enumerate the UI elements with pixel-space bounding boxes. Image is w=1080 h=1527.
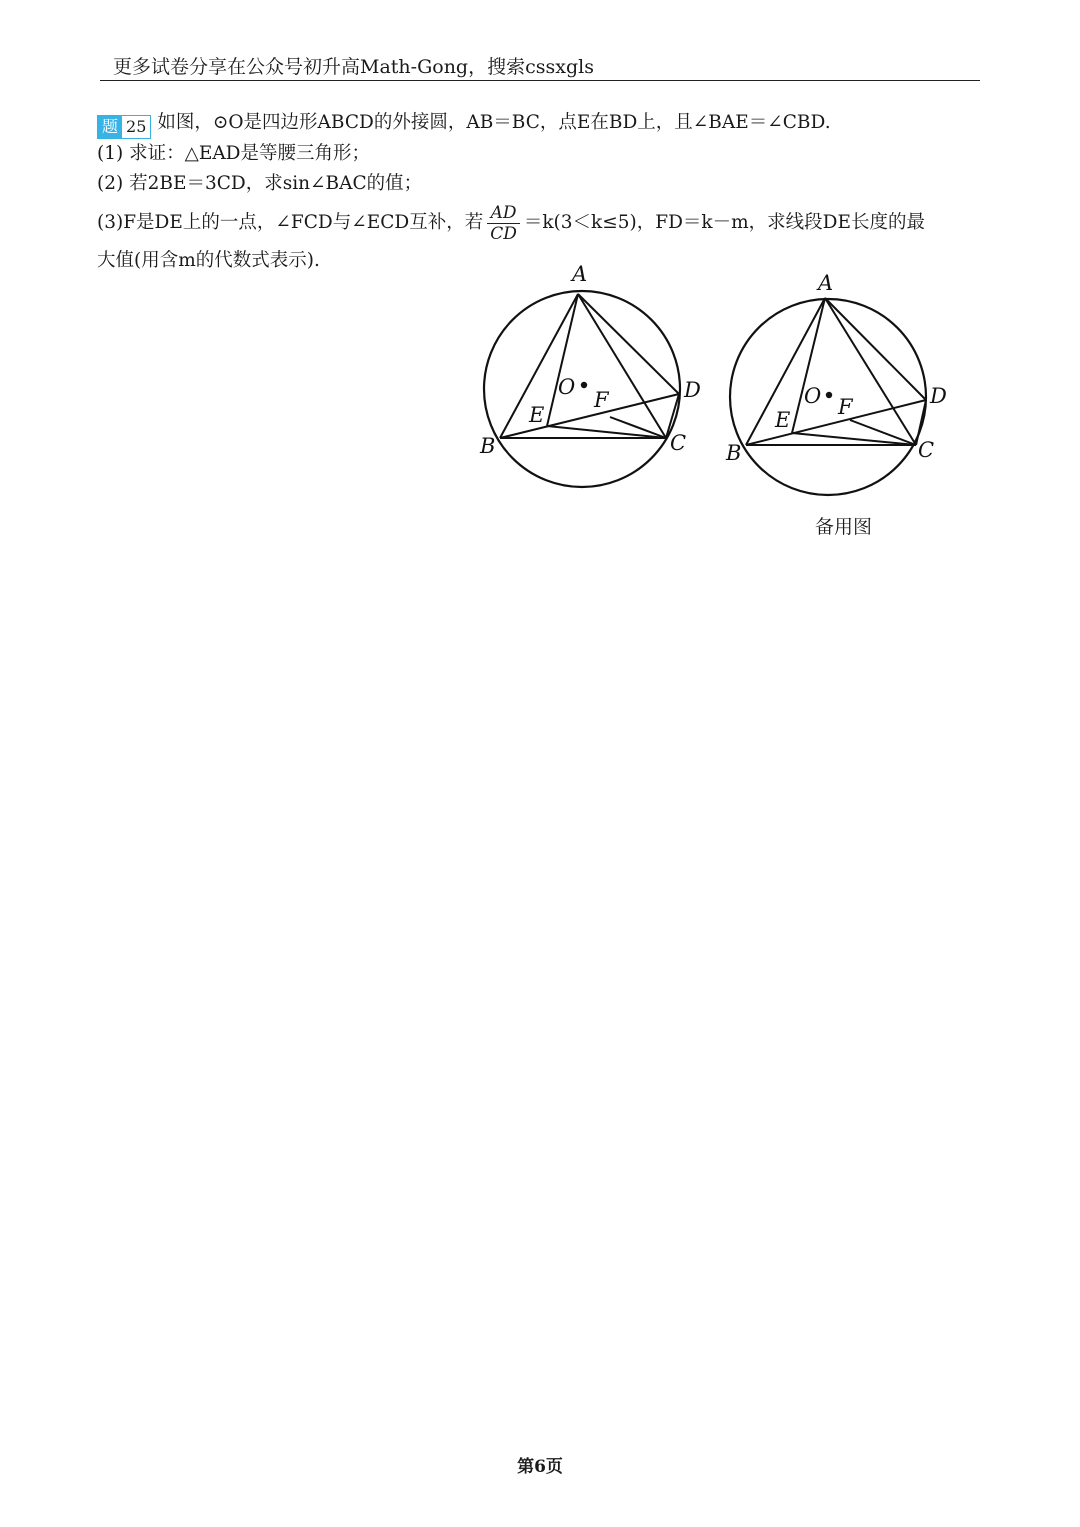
figure-caption: 备用图 bbox=[815, 516, 873, 538]
label-c: C bbox=[918, 438, 935, 462]
label-f: F bbox=[838, 395, 853, 419]
label-f: F bbox=[594, 388, 609, 412]
badge-tag: 题 bbox=[98, 116, 122, 138]
label-o: O bbox=[558, 375, 576, 399]
ad-over-cd-fraction bbox=[487, 203, 520, 244]
label-a: A bbox=[572, 263, 588, 286]
figures bbox=[470, 263, 970, 503]
spare-figure bbox=[718, 263, 958, 503]
problem-part2: (2) 若2BE＝3CD，求sin∠BAC的值； bbox=[97, 173, 423, 194]
problem-stem: 如图，⊙O是四边形ABCD的外接圆，AB＝BC，点E在BD上，且∠BAE＝∠CBD. bbox=[157, 112, 831, 133]
main-figure bbox=[470, 263, 710, 503]
header-text: 更多试卷分享在公众号初升高Math-Gong，搜索cssxgls bbox=[113, 56, 594, 78]
header-rule bbox=[100, 80, 980, 81]
label-a: A bbox=[818, 271, 834, 295]
problem-part3-after: ＝k(3＜k≤5)，FD＝k－m，求线段DE长度的最 bbox=[523, 212, 926, 233]
fraction-denominator: CD bbox=[490, 223, 517, 244]
problem-part3-before: (3)F是DE上的一点，∠FCD与∠ECD互补，若 bbox=[97, 212, 484, 233]
label-d: D bbox=[930, 384, 947, 408]
problem-part3-continuation: 大值(用含m的代数式表示). bbox=[97, 250, 320, 271]
problem-part3-line bbox=[97, 203, 925, 243]
circumcircle bbox=[484, 291, 680, 487]
segment-ad bbox=[578, 294, 679, 394]
badge-number: 25 bbox=[122, 116, 150, 138]
label-e: E bbox=[775, 408, 791, 432]
label-b: B bbox=[480, 434, 496, 458]
label-e: E bbox=[529, 403, 545, 427]
segment-ae bbox=[547, 294, 578, 426]
segments bbox=[746, 298, 926, 445]
segment-ad bbox=[825, 298, 926, 400]
segments bbox=[500, 294, 679, 438]
fraction-numerator: AD bbox=[487, 203, 520, 224]
center-point-o bbox=[826, 392, 832, 398]
label-c: C bbox=[670, 431, 687, 455]
segment-ae bbox=[792, 298, 825, 433]
center-point-o bbox=[581, 382, 587, 388]
label-d: D bbox=[684, 378, 701, 402]
problem-stem-line bbox=[97, 110, 831, 139]
label-b: B bbox=[726, 441, 742, 465]
label-o: O bbox=[804, 384, 822, 408]
problem-number-badge bbox=[97, 115, 151, 139]
problem-part1: (1) 求证：△EAD是等腰三角形； bbox=[97, 143, 371, 164]
page-number: 第6页 bbox=[517, 1457, 563, 1477]
segment-ac bbox=[825, 298, 916, 445]
